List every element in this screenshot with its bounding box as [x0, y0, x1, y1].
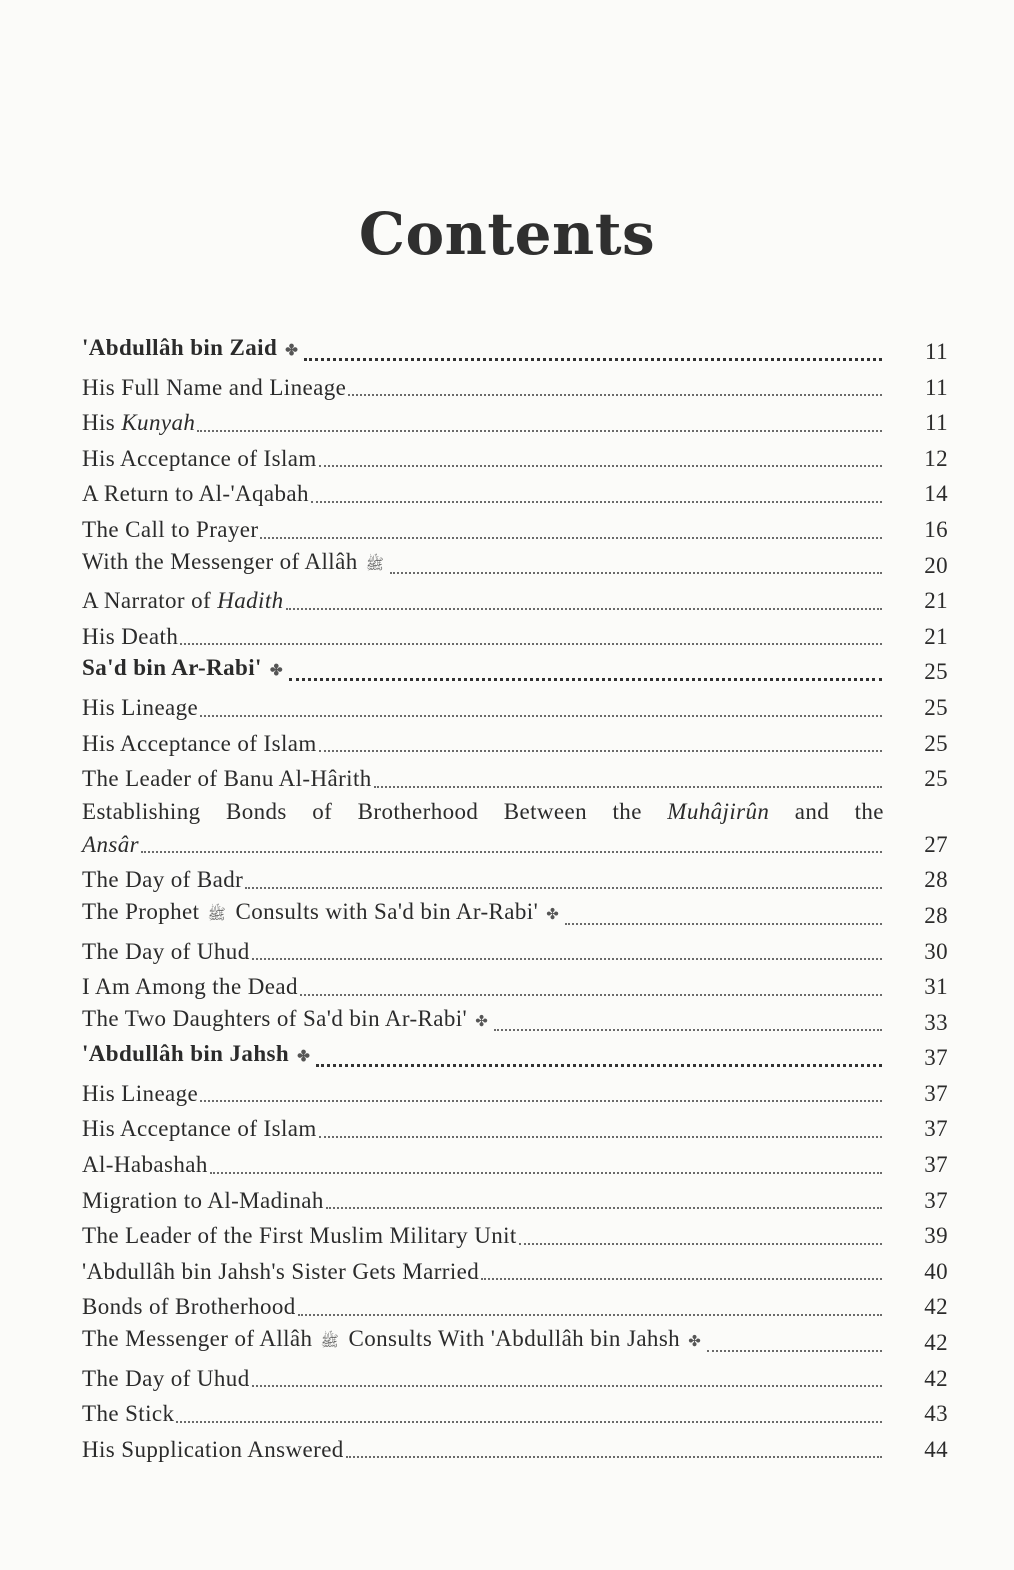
dot-leader: [481, 1278, 882, 1280]
toc-entry-title: [82, 827, 139, 863]
toc-page-number: 12: [924, 445, 948, 471]
toc-entry-title: [82, 862, 243, 898]
dot-leader: [260, 537, 882, 539]
dot-leader: [346, 1456, 882, 1458]
dot-leader: [245, 887, 882, 889]
toc-entry-title: [82, 1076, 198, 1112]
toc-entry-text: His Full Name and Lineage: [82, 374, 347, 400]
toc-entry-title: [82, 512, 258, 548]
toc-entry-text: Consults with Sa'd bin Ar-Rabi': [229, 898, 539, 924]
honorific-glyph-icon: ✤: [293, 1049, 311, 1066]
toc-entry-title: [82, 1111, 317, 1147]
toc-entry-text: 'Abdullâh bin Zaid: [82, 335, 278, 360]
toc-entry-text: 'Abdullâh bin Jahsh's Sister Gets Married: [82, 1258, 480, 1284]
toc-entry-title: [82, 894, 563, 934]
table-of-contents: [82, 334, 948, 1467]
toc-page-number: 11: [925, 339, 948, 364]
toc-entry[interactable]: [82, 334, 948, 370]
toc-entry-title: [82, 1183, 324, 1219]
toc-entry-text: The Call to Prayer: [82, 516, 259, 542]
toc-entry[interactable]: [82, 441, 948, 477]
dot-leader: [565, 923, 882, 925]
dot-leader: [390, 572, 882, 574]
toc-entry-title: [82, 761, 372, 797]
toc-entry[interactable]: [82, 761, 948, 797]
toc-entry-title: [82, 797, 884, 827]
dot-leader: [319, 465, 882, 467]
toc-entry-title: [82, 1396, 174, 1432]
toc-entry[interactable]: [82, 1361, 948, 1397]
toc-word: and: [794, 798, 830, 824]
toc-page-number: 28: [924, 867, 948, 893]
toc-page-number: 42: [924, 1365, 948, 1391]
toc-word: the: [854, 798, 884, 824]
dot-leader: [200, 715, 882, 717]
dot-leader: [319, 1136, 882, 1138]
toc-word: Brotherhood: [357, 798, 479, 824]
toc-entry-text: With the Messenger of Allâh: [82, 548, 358, 574]
toc-entry-title: [82, 441, 317, 477]
dot-leader: [286, 608, 882, 610]
dot-leader: [200, 1100, 882, 1102]
dot-leader: [311, 501, 882, 503]
toc-entry[interactable]: [82, 1040, 948, 1076]
toc-entry[interactable]: [82, 1111, 948, 1147]
toc-page-number: 14: [924, 481, 948, 507]
toc-page-number: 37: [924, 1045, 948, 1071]
toc-page-number: 11: [925, 374, 948, 400]
toc-entry[interactable]: [82, 1076, 948, 1112]
toc-entry[interactable]: [82, 1325, 948, 1361]
toc-entry-title: [82, 370, 346, 406]
toc-entry-text: The Two Daughters of Sa'd bin Ar-Rabi': [82, 1005, 468, 1031]
salutation-glyph-icon: ﷺ: [361, 556, 384, 573]
toc-entry-text: Al-Habashah: [82, 1152, 208, 1178]
dot-leader: [252, 958, 882, 960]
toc-entry-text: The Leader of the First Muslim Military Unit: [82, 1223, 517, 1249]
toc-word: Establishing: [82, 798, 201, 824]
toc-entry-title: [82, 1361, 250, 1397]
toc-page-number: 37: [924, 1152, 948, 1178]
toc-entry-text: The Day of Uhud: [82, 938, 250, 964]
toc-entry[interactable]: [82, 969, 948, 1005]
dot-leader: [707, 1350, 882, 1352]
toc-page-number: 37: [924, 1080, 948, 1106]
toc-entry[interactable]: [82, 1005, 948, 1041]
toc-entry[interactable]: [82, 1254, 948, 1290]
toc-entry-text: His Lineage: [82, 1080, 199, 1106]
toc-entry-title: [82, 1001, 492, 1041]
dot-leader: [316, 1064, 882, 1067]
toc-entry[interactable]: [82, 370, 948, 406]
toc-page-number: 33: [924, 1009, 948, 1035]
toc-entry-text: Migration to Al-Madinah: [82, 1187, 324, 1213]
toc-page-number: 37: [924, 1187, 948, 1213]
dot-leader: [374, 786, 882, 788]
toc-entry-title: [82, 1432, 344, 1468]
toc-page-number: 21: [924, 588, 948, 614]
toc-entry[interactable]: [82, 690, 948, 726]
toc-entry-title: [82, 405, 195, 441]
toc-entry-title: [82, 544, 388, 584]
toc-word: Between: [503, 798, 588, 824]
toc-entry[interactable]: [82, 405, 948, 441]
toc-entry-text: I Am Among the Dead: [82, 974, 298, 1000]
toc-entry[interactable]: [82, 1218, 948, 1254]
toc-entry-title: [82, 1147, 208, 1183]
toc-page-number: 11: [925, 410, 948, 436]
toc-entry-text: His Acceptance of Islam: [82, 1116, 317, 1142]
toc-entry[interactable]: [82, 898, 948, 934]
toc-entry[interactable]: [82, 1183, 948, 1219]
toc-entry-text: A Narrator of: [82, 588, 218, 614]
toc-page-number: 21: [924, 623, 948, 649]
toc-page-number: 25: [924, 694, 948, 720]
toc-entry-title: [82, 583, 284, 619]
salutation-glyph-icon: ﷺ: [203, 906, 226, 923]
toc-entry-text: Sa'd bin Ar-Rabi': [82, 655, 262, 681]
toc-entry-text: The Day of Badr: [82, 867, 244, 893]
dot-leader: [289, 678, 882, 681]
toc-page-number: 30: [924, 938, 948, 964]
toc-entry-title: [82, 1218, 517, 1254]
toc-entry-title: [82, 969, 298, 1005]
toc-page-number: 20: [924, 552, 948, 578]
toc-entry-title: [82, 1289, 296, 1325]
toc-word: the: [612, 798, 642, 824]
toc-entry-line: [82, 797, 948, 827]
toc-entry-title: [82, 690, 198, 726]
toc-entry[interactable]: [82, 1289, 948, 1325]
toc-entry-title: [82, 1321, 705, 1361]
toc-entry-text: His Acceptance of Islam: [82, 445, 317, 471]
toc-entry-text: His Acceptance of Islam: [82, 730, 317, 756]
toc-entry-text: His Lineage: [82, 694, 199, 720]
dot-leader: [298, 1314, 882, 1316]
dot-leader: [197, 430, 882, 432]
dot-leader: [141, 851, 882, 853]
toc-entry[interactable]: [82, 654, 948, 690]
toc-entry-text: 'Abdullâh bin Jahsh: [82, 1041, 290, 1067]
dot-leader: [176, 1421, 882, 1423]
toc-page-number: 42: [924, 1294, 948, 1320]
dot-leader: [326, 1207, 882, 1209]
toc-entry[interactable]: [82, 827, 948, 863]
toc-page-number: 39: [924, 1223, 948, 1249]
toc-entry-text: The Day of Uhud: [82, 1365, 250, 1391]
toc-entry-italic: Kunyah: [121, 410, 196, 436]
toc-entry-title: [82, 476, 309, 512]
toc-word: Bonds: [225, 798, 287, 824]
toc-entry[interactable]: [82, 583, 948, 619]
toc-entry-title: [82, 1254, 479, 1290]
dot-leader: [210, 1172, 882, 1174]
toc-entry-text: The Prophet: [82, 898, 200, 924]
salutation-glyph-icon: ﷺ: [316, 1334, 339, 1351]
toc-page-number: 37: [924, 1116, 948, 1142]
toc-entry-title: [82, 726, 317, 762]
honorific-glyph-icon: ✤: [471, 1013, 489, 1030]
dot-leader: [304, 358, 882, 361]
toc-word: Muhâjirûn: [667, 798, 770, 824]
toc-entry-text: Bonds of Brotherhood: [82, 1294, 296, 1320]
honorific-glyph-icon: ✤: [265, 663, 283, 680]
honorific-glyph-icon: ✤: [542, 906, 560, 923]
toc-entry-title: [82, 934, 250, 970]
toc-entry-title: [82, 330, 302, 370]
honorific-glyph-icon: ✤: [684, 1334, 702, 1351]
page-title: Contents: [358, 200, 656, 268]
toc-entry-italic: Ansâr: [82, 831, 139, 857]
toc-page-number: 28: [924, 902, 948, 928]
toc-page-number: 40: [924, 1258, 948, 1284]
toc-entry[interactable]: [82, 619, 948, 655]
toc-entry[interactable]: [82, 548, 948, 584]
dot-leader: [519, 1243, 882, 1245]
toc-entry-text: His Death: [82, 623, 179, 649]
toc-page-number: 44: [924, 1436, 948, 1462]
toc-entry-title: [82, 619, 178, 655]
toc-page-number: 42: [924, 1330, 948, 1356]
toc-page-number: 25: [924, 730, 948, 756]
dot-leader: [252, 1385, 882, 1387]
toc-page-number: 25: [924, 659, 948, 685]
dot-leader: [348, 394, 882, 396]
dot-leader: [319, 750, 882, 752]
dot-leader: [494, 1029, 882, 1031]
toc-entry[interactable]: [82, 512, 948, 548]
toc-entry-title: [82, 650, 287, 690]
toc-entry[interactable]: [82, 934, 948, 970]
toc-page-number: 16: [924, 516, 948, 542]
toc-page-number: 31: [924, 974, 948, 1000]
toc-entry-text: The Stick: [82, 1401, 175, 1427]
toc-entry[interactable]: [82, 1147, 948, 1183]
toc-entry-italic: Hadith: [217, 588, 284, 614]
honorific-glyph-icon: ✤: [281, 343, 299, 359]
toc-entry-text: The Messenger of Allâh: [82, 1326, 313, 1352]
toc-page-number: 27: [924, 831, 948, 857]
toc-entry-text: The Leader of Banu Al-Hârith: [82, 766, 372, 792]
toc-entry[interactable]: [82, 726, 948, 762]
toc-entry-text: His Supplication Answered: [82, 1436, 344, 1462]
toc-entry[interactable]: [82, 1432, 948, 1468]
toc-page-number: 25: [924, 766, 948, 792]
dot-leader: [300, 994, 882, 996]
toc-entry-text: Consults With 'Abdullâh bin Jahsh: [342, 1326, 681, 1352]
toc-entry[interactable]: [82, 862, 948, 898]
toc-entry[interactable]: [82, 1396, 948, 1432]
toc-entry[interactable]: [82, 476, 948, 512]
toc-word: of: [312, 798, 333, 824]
toc-entry-text: A Return to Al-'Aqabah: [82, 481, 309, 507]
toc-entry-title: [82, 1036, 314, 1076]
toc-page-number: 43: [924, 1401, 948, 1427]
dot-leader: [180, 643, 882, 645]
toc-entry-text: His: [82, 410, 122, 436]
